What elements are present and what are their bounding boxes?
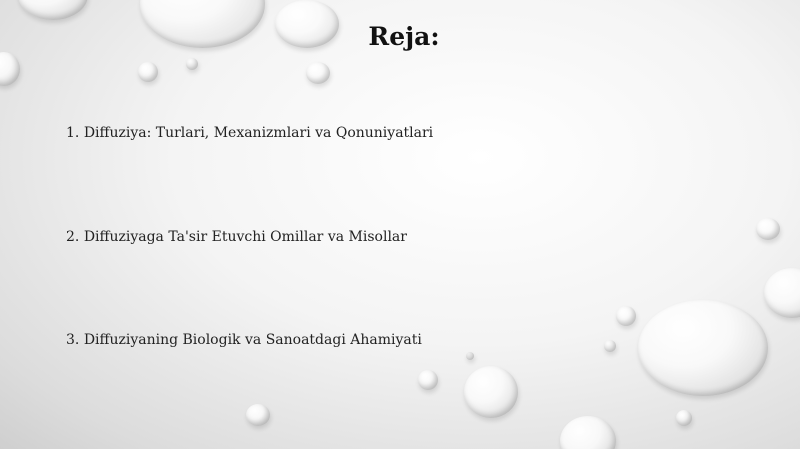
water-droplet-decoration — [246, 404, 270, 426]
agenda-item — [66, 125, 433, 141]
water-droplet-decoration — [186, 58, 198, 70]
water-droplet-decoration — [756, 218, 780, 240]
water-droplet-decoration — [466, 352, 474, 360]
agenda-item-text: Diffuziyaning Biologik va Sanoatdagi Ahamiyati — [83, 332, 422, 348]
water-droplet-decoration — [764, 268, 800, 318]
water-droplet-decoration — [0, 52, 20, 86]
agenda-item-text: Diffuziyaga Ta'sir Etuvchi Omillar va Misollar — [83, 229, 407, 245]
water-droplet-decoration — [464, 366, 518, 418]
agenda-item-number: 2. — [66, 229, 80, 245]
water-droplet-decoration — [638, 300, 768, 396]
water-droplet-decoration — [676, 410, 692, 426]
agenda-item — [66, 229, 407, 245]
water-droplet-decoration — [306, 62, 330, 84]
water-droplet-decoration — [418, 370, 438, 390]
agenda-item-text: Diffuziya: Turlari, Mexanizmlari va Qonuniyatlari — [83, 125, 434, 141]
water-droplet-decoration — [560, 416, 616, 449]
water-droplet-decoration — [138, 62, 158, 82]
water-droplet-decoration — [18, 0, 88, 20]
agenda-item — [66, 332, 422, 348]
agenda-item-number: 1. — [66, 125, 80, 141]
agenda-item-number: 3. — [66, 332, 80, 348]
slide-title: Reja: — [368, 22, 440, 51]
water-droplet-decoration — [616, 306, 636, 326]
water-droplet-decoration — [604, 340, 616, 352]
